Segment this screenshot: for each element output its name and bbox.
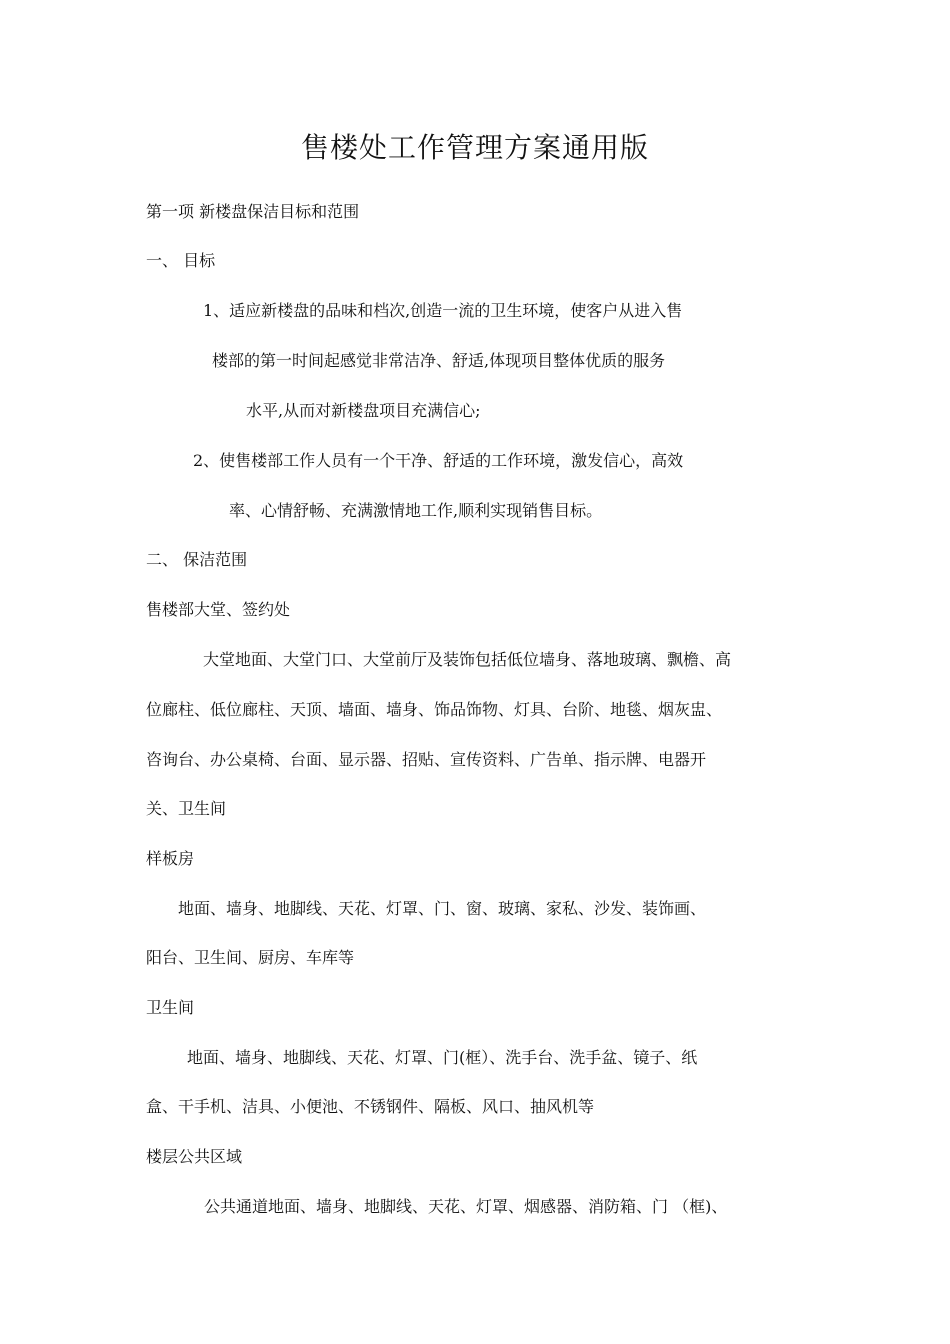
lobby-heading: 售楼部大堂、签约处 [146, 600, 291, 619]
toilet-line2: 盒、干手机、洁具、小便池、不锈钢件、隔板、风口、抽风机等 [146, 1097, 595, 1116]
toilet-heading: 卫生间 [146, 998, 195, 1017]
public-heading: 楼层公共区域 [146, 1147, 243, 1166]
section1-heading: 第一项 新楼盘保洁目标和范围 [146, 202, 360, 221]
scope-heading: 二、 保洁范围 [146, 550, 248, 569]
model-line1: 地面、墙身、地脚线、天花、灯罩、门、窗、玻璃、家私、沙发、装饰画、 [178, 899, 707, 918]
lobby-line2: 位廊柱、低位廊柱、天顶、墙面、墙身、饰品饰物、灯具、台阶、地毯、烟灰盅、 [146, 700, 723, 719]
toilet-line1: 地面、墙身、地脚线、天花、灯罩、门(框）、洗手台、洗手盆、镜子、纸 [187, 1048, 698, 1067]
goal-item1-line2: 楼部的第一时间起感觉非常洁净、舒适,体现项目整体优质的服务 [212, 351, 666, 370]
goal-item2-line2: 率、心情舒畅、充满激情地工作,顺利实现销售目标。 [229, 501, 603, 520]
document-title: 售楼处工作管理方案通用版 [300, 131, 649, 164]
goal-heading: 一、 目标 [146, 251, 216, 270]
goal-item2-line1: 2、使售楼部工作人员有一个干净、舒适的工作环境，激发信心，高效 [193, 451, 684, 470]
lobby-line1: 大堂地面、大堂门口、大堂前厅及装饰包括低位墙身、落地玻璃、飘檐、高 [203, 650, 732, 669]
lobby-line3: 咨询台、办公桌椅、台面、显示器、招贴、宣传资料、广告单、指示牌、电器开 [146, 750, 707, 769]
model-heading: 样板房 [146, 849, 195, 868]
public-line1: 公共通道地面、墙身、地脚线、天花、灯罩、烟感器、消防箱、门 （框)、 [204, 1197, 728, 1216]
model-line2: 阳台、卫生间、厨房、车库等 [146, 948, 355, 967]
goal-item1-line3: 水平,从而对新楼盘项目充满信心; [246, 401, 481, 420]
lobby-line4: 关、卫生间 [146, 799, 227, 818]
goal-item1-line1: 1、适应新楼盘的品味和档次,创造一流的卫生环境，使客户从进入售 [203, 301, 683, 320]
